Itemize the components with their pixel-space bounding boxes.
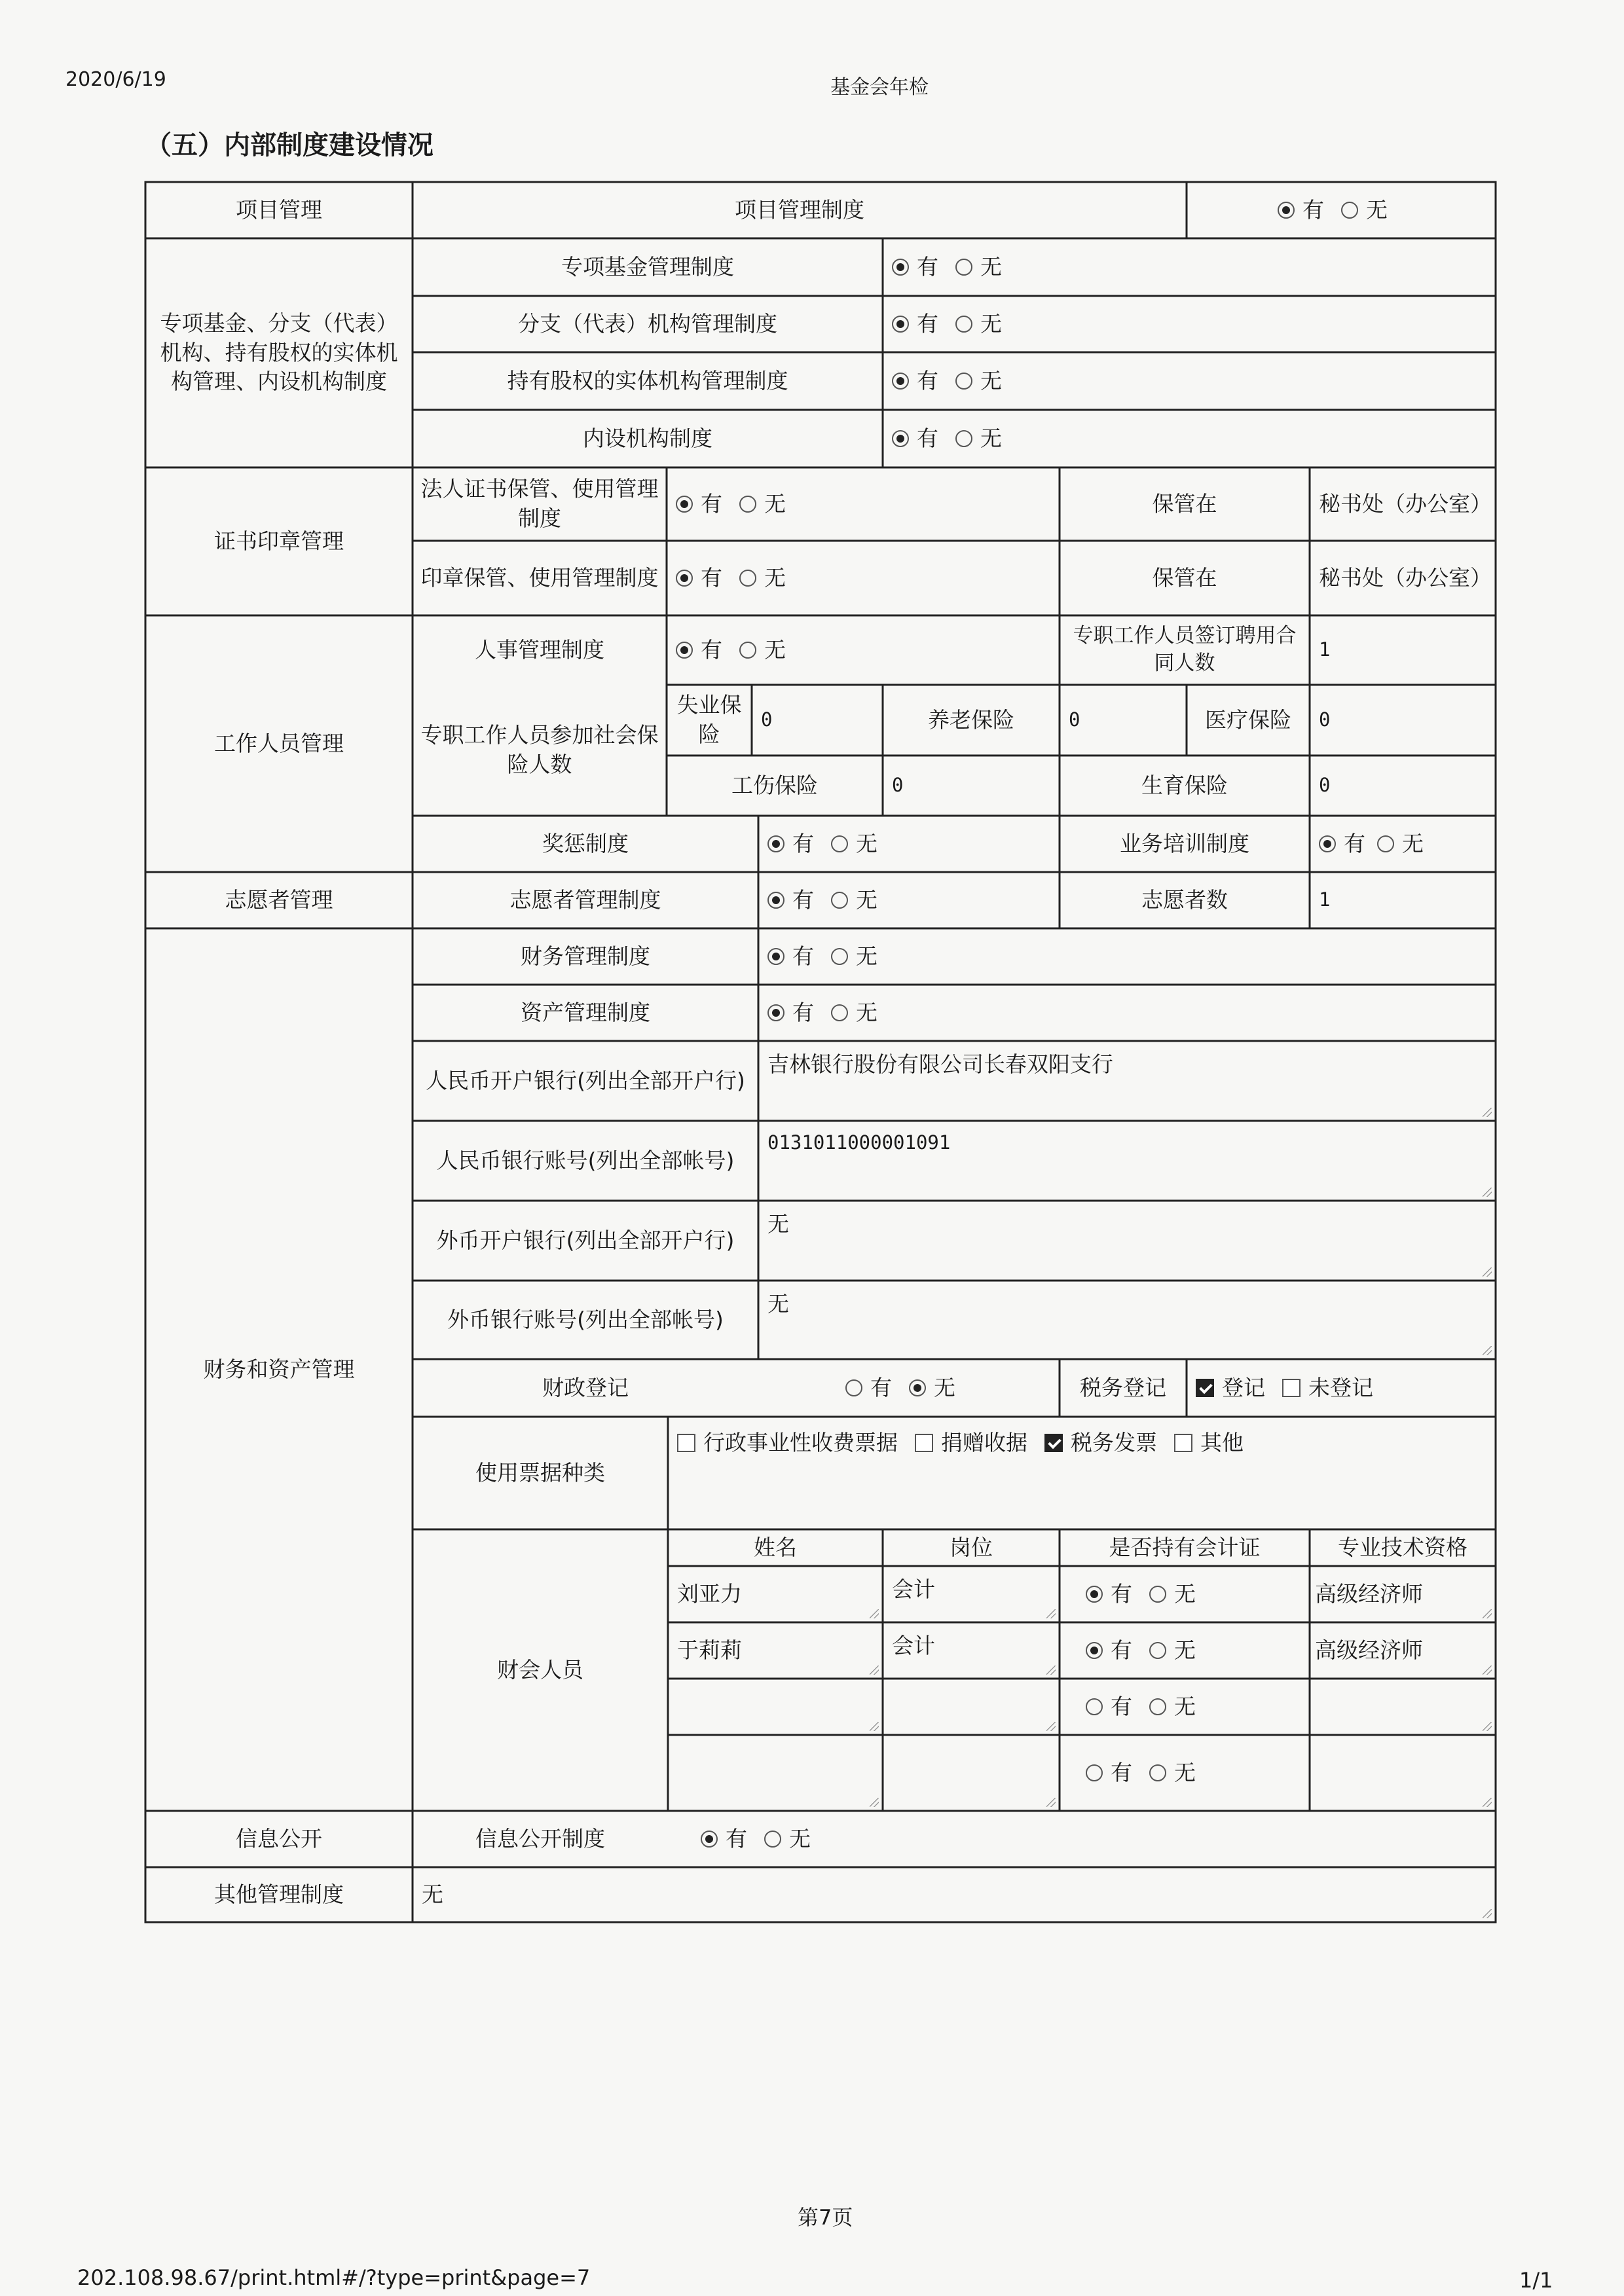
asset-rule-label: 资产管理制度 — [521, 999, 650, 1025]
ticket-types-options[interactable]: 行政事业性收费票据 捐赠收据 税务发票 其他 — [668, 1417, 1496, 1529]
branch-rule-label: 分支（代表）机构管理制度 — [518, 310, 777, 337]
radio-no-icon[interactable] — [831, 835, 848, 852]
resize-grip-icon[interactable] — [1483, 1609, 1492, 1618]
cert-kept-at-value: 秘书处（办公室） — [1319, 490, 1492, 517]
col-post-header: 岗位 — [950, 1534, 993, 1560]
asset-rule-options[interactable]: 有 无 — [758, 985, 1496, 1041]
ticket-types-label: 使用票据种类 — [475, 1459, 605, 1485]
fiscal-reg-label: 财政登记 — [542, 1374, 629, 1400]
resize-grip-icon[interactable] — [1046, 1722, 1056, 1731]
radio-yes-icon[interactable] — [892, 430, 909, 447]
resize-grip-icon[interactable] — [1046, 1609, 1056, 1618]
radio-no-icon[interactable] — [739, 642, 756, 659]
print-date: 2020/6/19 — [65, 68, 166, 91]
reward-rule-label: 奖惩制度 — [542, 830, 629, 856]
volunteer-rule-label: 志愿者管理制度 — [509, 886, 661, 913]
radio-yes-icon[interactable] — [1278, 202, 1295, 219]
accountant-title-field[interactable] — [1310, 1735, 1496, 1811]
pension-label: 养老保险 — [928, 706, 1014, 733]
volunteer-rule-options[interactable]: 有 无 — [758, 872, 1060, 928]
volunteer-count-value[interactable]: 1 — [1319, 888, 1331, 911]
accountant-post-field[interactable]: 会计 — [883, 1622, 1060, 1679]
radio-no-icon[interactable] — [955, 430, 972, 447]
accountant-cert-options[interactable]: 有 无 — [1060, 1679, 1310, 1735]
radio-yes-icon[interactable] — [1086, 1698, 1103, 1715]
project-rule-label: 项目管理制度 — [735, 196, 864, 223]
finance-rule-label: 财务管理制度 — [521, 943, 650, 969]
other-label: 其他管理制度 — [214, 1881, 344, 1907]
rmb-bank-field[interactable]: 吉林银行股份有限公司长春双阳支行 — [758, 1041, 1496, 1121]
accountant-title-field[interactable]: 高级经济师 — [1310, 1566, 1496, 1622]
radio-yes-icon[interactable] — [892, 316, 909, 333]
training-rule-label: 业务培训制度 — [1120, 830, 1249, 856]
equity-rule-options[interactable]: 有 无 — [883, 352, 1496, 410]
accountant-title-field[interactable] — [1310, 1679, 1496, 1735]
seal-rule-label: 印章保管、使用管理制度 — [420, 564, 659, 591]
radio-no-icon[interactable] — [831, 1004, 848, 1021]
radio-no-icon[interactable] — [1149, 1586, 1166, 1603]
radio-no-icon[interactable] — [955, 259, 972, 276]
social-ins-label: 专职工作人员参加社会保险人数 — [420, 722, 659, 777]
section-title: （五）内部制度建设情况 — [145, 130, 434, 160]
resize-grip-icon[interactable] — [1483, 1798, 1492, 1807]
col-name-header: 姓名 — [754, 1534, 797, 1560]
cert-kept-at-label: 保管在 — [1152, 490, 1217, 517]
cert-rule-options[interactable]: 有 无 — [667, 467, 1060, 541]
radio-yes-icon[interactable] — [1319, 835, 1336, 852]
equity-rule-label: 持有股权的实体机构管理制度 — [507, 367, 788, 393]
checkbox-checked-icon[interactable] — [1196, 1379, 1214, 1397]
radio-no-icon[interactable] — [831, 892, 848, 909]
accountants-label: 财会人员 — [497, 1656, 583, 1683]
site-title: 基金会年检 — [830, 76, 929, 99]
radio-yes-icon[interactable] — [701, 1831, 718, 1848]
tax-reg-options[interactable]: 登记 未登记 — [1187, 1359, 1496, 1417]
radio-no-icon[interactable] — [739, 570, 756, 587]
unemployment-value[interactable]: 0 — [761, 708, 773, 731]
info-rule-options[interactable]: 有 无 — [668, 1811, 1496, 1867]
medical-label: 医疗保险 — [1205, 706, 1291, 733]
radio-yes-icon[interactable] — [892, 373, 909, 390]
rmb-account-field[interactable]: 0131011000001091 — [758, 1121, 1496, 1201]
accountant-name-field[interactable]: 刘亚力 — [668, 1566, 883, 1622]
radio-yes-icon[interactable] — [845, 1379, 862, 1396]
radio-yes-icon[interactable] — [1086, 1764, 1103, 1781]
hr-rule-options[interactable]: 有 无 — [667, 615, 1060, 685]
radio-yes-icon[interactable] — [1086, 1642, 1103, 1659]
branch-group-label: 专项基金、分支（代表）机构、持有股权的实体机构管理、内设机构制度 — [160, 310, 398, 395]
reward-rule-options[interactable]: 有 无 — [758, 816, 1060, 872]
resize-grip-icon[interactable] — [870, 1666, 879, 1675]
fiscal-reg-options[interactable]: 有 无 — [758, 1359, 1060, 1417]
maternity-label: 生育保险 — [1141, 772, 1228, 798]
internal-rule-label: 内设机构制度 — [583, 425, 712, 451]
accountant-post-field[interactable] — [883, 1679, 1060, 1735]
contract-staff-value[interactable]: 1 — [1319, 638, 1331, 661]
checkbox-icon[interactable] — [1282, 1379, 1301, 1397]
accountant-post-field[interactable] — [883, 1735, 1060, 1811]
print-url: 202.108.98.67/print.html#/?type=print&page=7 — [77, 2265, 591, 2290]
training-rule-options[interactable]: 有 无 — [1310, 816, 1496, 872]
radio-yes-icon[interactable] — [1086, 1586, 1103, 1603]
volunteer-label: 志愿者管理 — [225, 886, 333, 913]
fx-bank-field[interactable]: 无 — [758, 1201, 1496, 1281]
resize-grip-icon[interactable] — [1483, 1188, 1492, 1197]
injury-value[interactable]: 0 — [892, 774, 904, 797]
radio-no-icon[interactable] — [1149, 1642, 1166, 1659]
hr-rule-label: 人事管理制度 — [475, 636, 604, 663]
other-field[interactable]: 无 — [413, 1867, 1496, 1922]
radio-no-icon[interactable] — [955, 373, 972, 390]
maternity-value[interactable]: 0 — [1319, 774, 1331, 797]
checkbox-checked-icon[interactable] — [1044, 1434, 1063, 1452]
resize-grip-icon[interactable] — [870, 1798, 879, 1807]
cert-seal-label: 证书印章管理 — [214, 528, 344, 554]
radio-yes-icon[interactable] — [767, 835, 784, 852]
branch-rule-options[interactable]: 有 无 — [883, 296, 1496, 352]
staff-label: 工作人员管理 — [214, 730, 344, 756]
seal-rule-options[interactable]: 有 无 — [667, 541, 1060, 615]
accountant-name-field[interactable]: 于莉莉 — [668, 1622, 883, 1679]
resize-grip-icon[interactable] — [870, 1609, 879, 1618]
checkbox-icon[interactable] — [915, 1434, 933, 1452]
internal-rule-options[interactable]: 有 无 — [883, 410, 1496, 467]
medical-value[interactable]: 0 — [1319, 708, 1331, 731]
fx-account-label: 外币银行账号(列出全部帐号) — [447, 1306, 724, 1332]
rmb-bank-label: 人民币开户银行(列出全部开户行) — [426, 1067, 745, 1093]
page-number: 第7页 — [798, 2205, 853, 2230]
col-title-header: 专业技术资格 — [1338, 1534, 1467, 1560]
seal-kept-at-label: 保管在 — [1152, 564, 1217, 591]
checkbox-icon[interactable] — [1174, 1434, 1192, 1452]
radio-yes-icon[interactable] — [676, 642, 693, 659]
unemployment-label: 失业保险 — [676, 692, 742, 747]
contract-staff-label: 专职工作人员签订聘用合同人数 — [1073, 624, 1297, 675]
rmb-account-label: 人民币银行账号(列出全部帐号) — [436, 1147, 735, 1173]
fx-account-field[interactable]: 无 — [758, 1281, 1496, 1359]
radio-no-icon[interactable] — [909, 1379, 926, 1396]
resize-grip-icon[interactable] — [1483, 1346, 1492, 1355]
radio-no-icon[interactable] — [1149, 1698, 1166, 1715]
radio-yes-icon[interactable] — [767, 892, 784, 909]
page-count: 1/1 — [1519, 2268, 1553, 2293]
radio-yes-icon[interactable] — [676, 570, 693, 587]
radio-no-icon[interactable] — [764, 1831, 781, 1848]
accountant-name-field[interactable] — [668, 1735, 883, 1811]
pension-value[interactable]: 0 — [1069, 708, 1080, 731]
resize-grip-icon[interactable] — [1483, 1267, 1492, 1277]
resize-grip-icon[interactable] — [1483, 1909, 1492, 1918]
accountant-cert-options[interactable]: 有 无 — [1060, 1566, 1310, 1622]
project-rule-options[interactable]: 有 无 — [1187, 182, 1496, 238]
cert-rule-label: 法人证书保管、使用管理制度 — [420, 476, 659, 531]
finance-rule-options[interactable]: 有 无 — [758, 928, 1496, 985]
checkbox-icon[interactable] — [677, 1434, 695, 1452]
fx-bank-label: 外币开户银行(列出全部开户行) — [436, 1227, 735, 1253]
radio-yes-icon[interactable] — [767, 948, 784, 965]
volunteer-count-label: 志愿者数 — [1141, 886, 1228, 913]
radio-no-icon[interactable] — [739, 496, 756, 513]
accountant-title-field[interactable]: 高级经济师 — [1310, 1622, 1496, 1679]
accountant-cert-options[interactable]: 有 无 — [1060, 1622, 1310, 1679]
resize-grip-icon[interactable] — [1483, 1666, 1492, 1675]
radio-no-icon[interactable] — [1377, 835, 1394, 852]
accountant-cert-options[interactable]: 有 无 — [1060, 1735, 1310, 1811]
special-fund-options[interactable]: 有 无 — [883, 238, 1496, 296]
resize-grip-icon[interactable] — [1483, 1722, 1492, 1731]
info-label: 信息公开 — [236, 1825, 322, 1851]
finance-label: 财务和资产管理 — [203, 1356, 355, 1382]
accountant-name-field[interactable] — [668, 1679, 883, 1735]
injury-label: 工伤保险 — [731, 772, 818, 798]
seal-kept-at-value: 秘书处（办公室） — [1319, 564, 1492, 591]
radio-no-icon[interactable] — [831, 948, 848, 965]
info-rule-label: 信息公开制度 — [475, 1825, 605, 1851]
radio-yes-icon[interactable] — [676, 496, 693, 513]
radio-no-icon[interactable] — [1341, 202, 1358, 219]
resize-grip-icon[interactable] — [1483, 1108, 1492, 1117]
radio-no-icon[interactable] — [1149, 1764, 1166, 1781]
radio-no-icon[interactable] — [955, 316, 972, 333]
special-fund-label: 专项基金管理制度 — [561, 253, 734, 280]
accountant-post-field[interactable]: 会计 — [883, 1566, 1060, 1622]
col-cert-header: 是否持有会计证 — [1109, 1534, 1261, 1560]
resize-grip-icon[interactable] — [1046, 1798, 1056, 1807]
tax-reg-label: 税务登记 — [1080, 1374, 1166, 1400]
radio-yes-icon[interactable] — [767, 1004, 784, 1021]
radio-yes-icon[interactable] — [892, 259, 909, 276]
resize-grip-icon[interactable] — [870, 1722, 879, 1731]
project-mgmt-label: 项目管理 — [236, 196, 322, 223]
resize-grip-icon[interactable] — [1046, 1666, 1056, 1675]
